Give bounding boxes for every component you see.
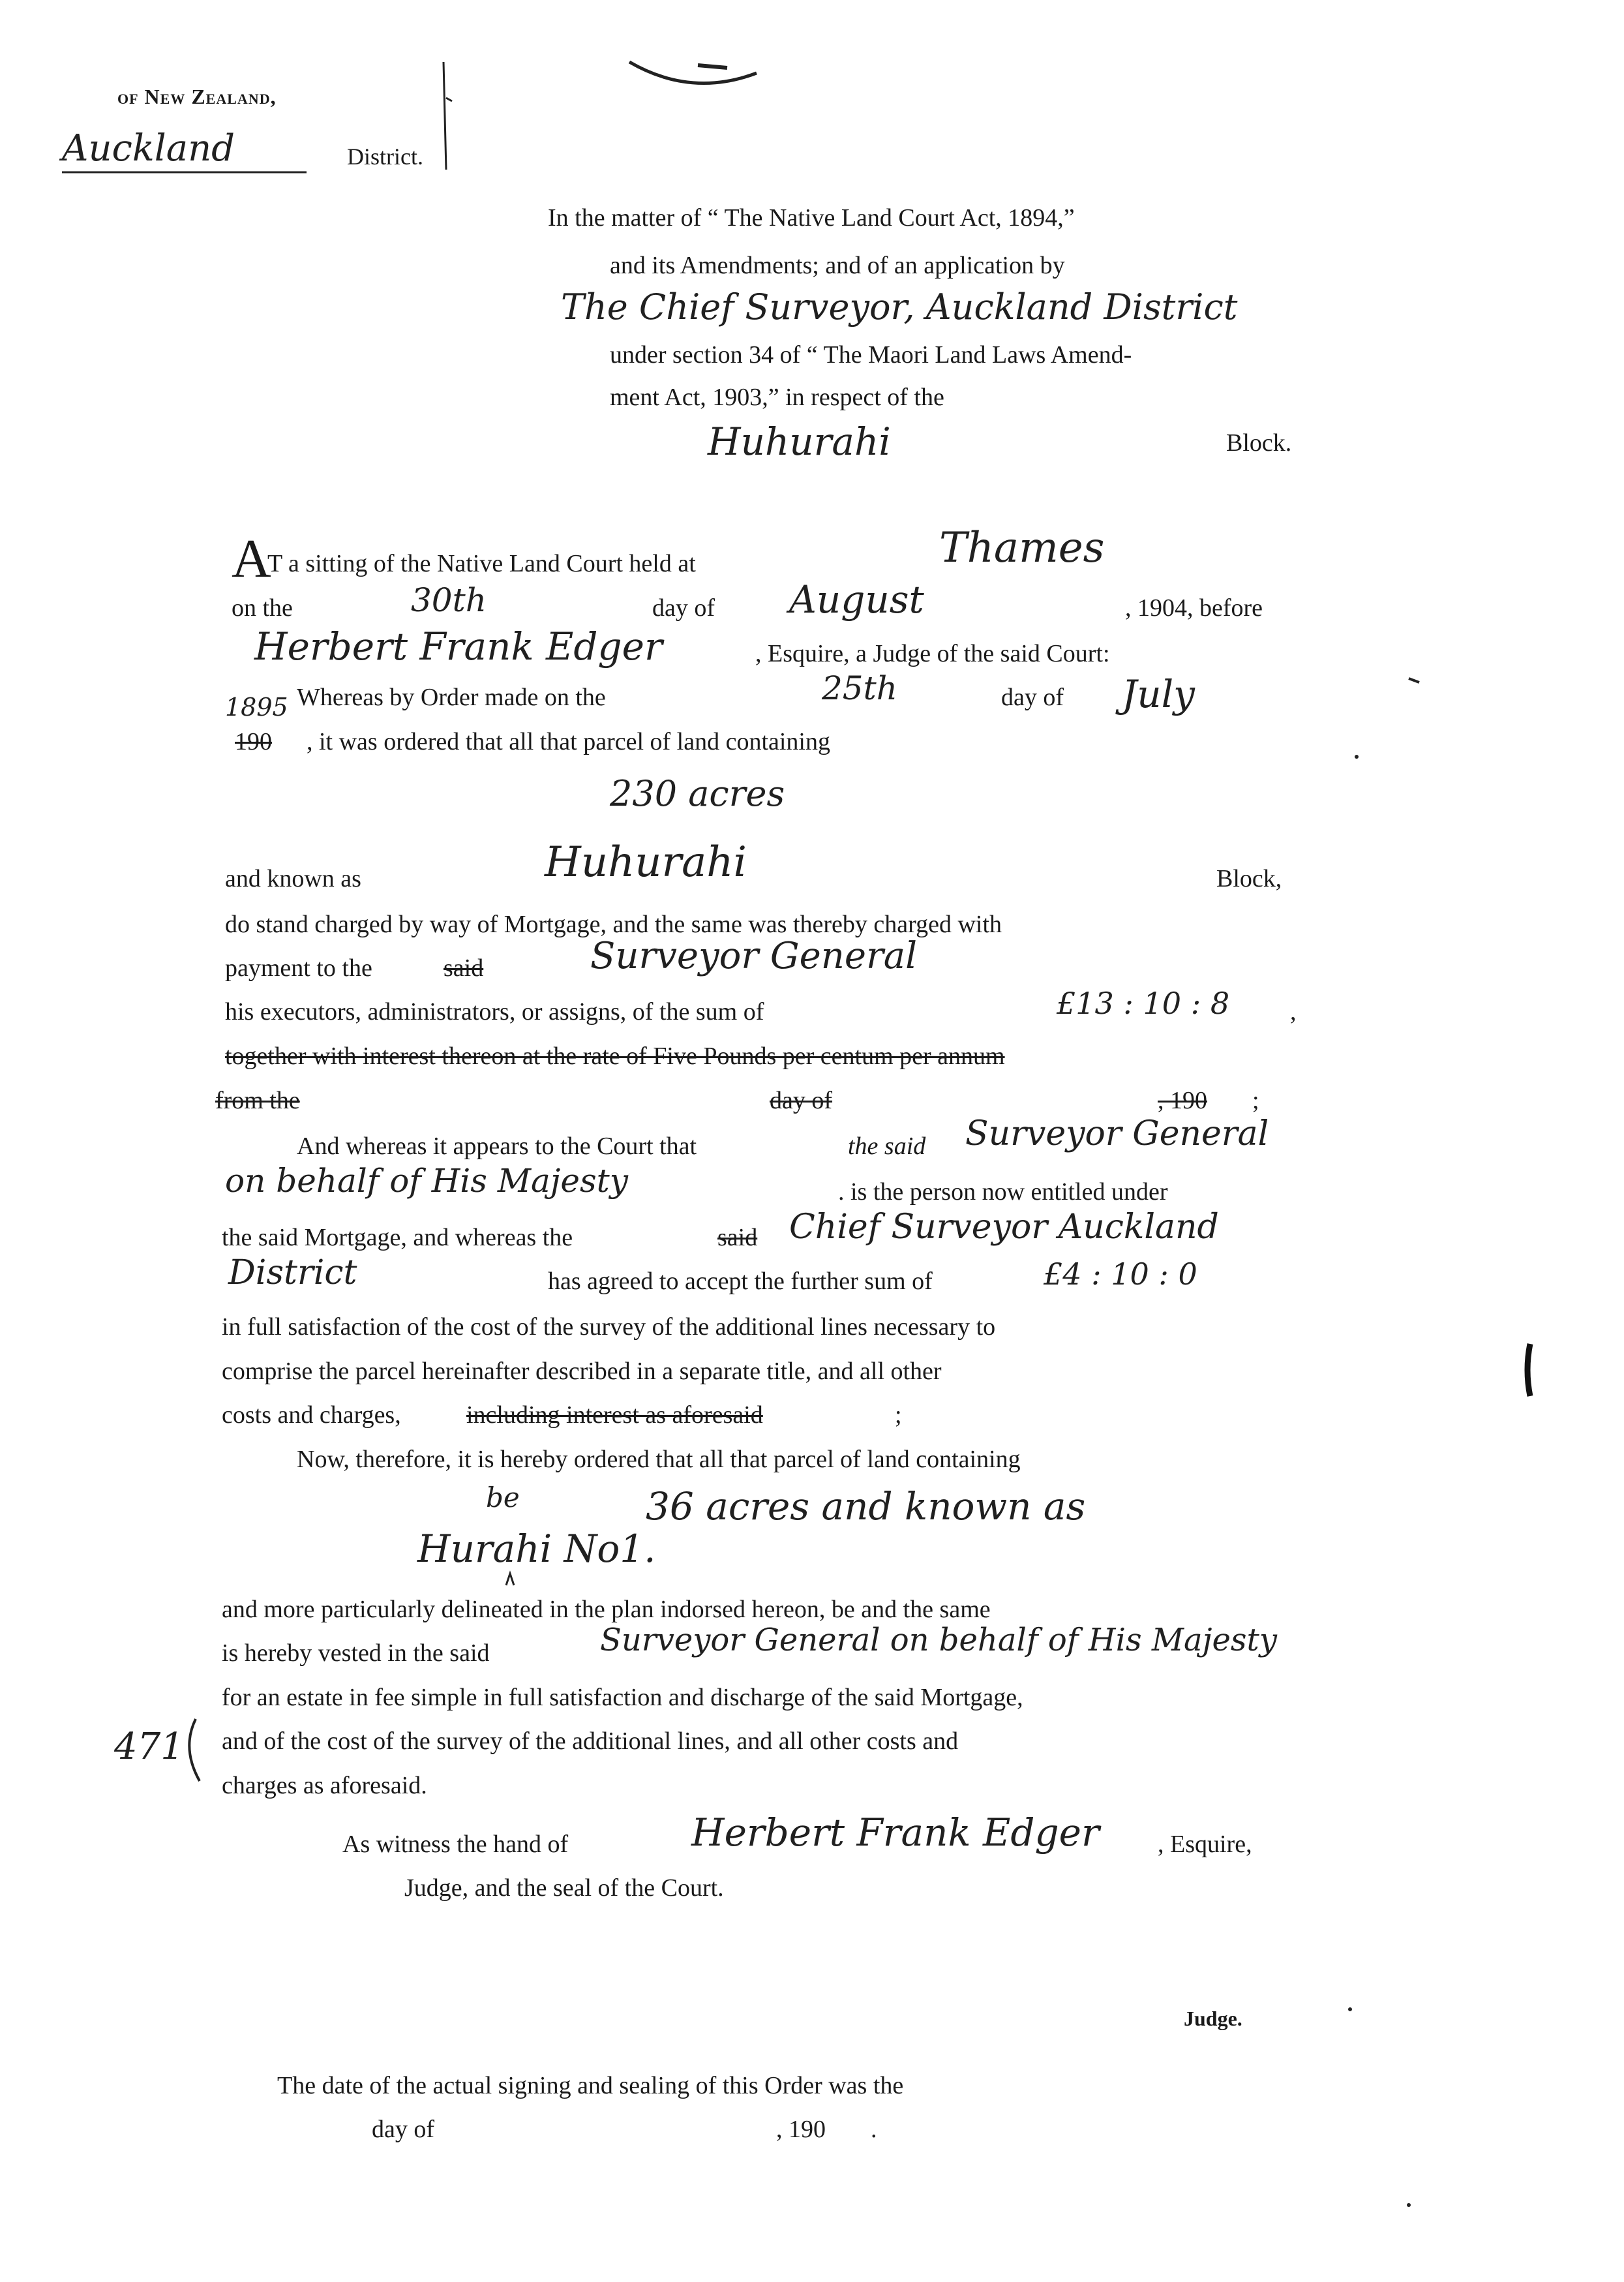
struck-day-of: day of xyxy=(770,1087,833,1114)
cost-line: and of the cost of the survey of the additional lines, and all other costs and xyxy=(222,1727,959,1755)
payment-struck-said: said xyxy=(444,954,484,982)
entitled-line: . is the person now entitled under xyxy=(838,1178,1168,1206)
witness-prefix: As witness the hand of xyxy=(342,1831,569,1858)
block-label: Block. xyxy=(1226,429,1292,457)
known-as-label: and known as xyxy=(225,865,361,892)
payment-prefix: payment to the xyxy=(225,954,372,982)
footer-period: . xyxy=(871,2116,877,2143)
court-struck-said: said xyxy=(717,1224,758,1251)
district-handwritten: Auckland xyxy=(62,127,235,170)
judge-seal-line: Judge, and the seal of the Court. xyxy=(404,1874,724,1902)
whereas-block-label: Block, xyxy=(1216,865,1282,892)
country-line: of New Zealand, xyxy=(117,85,277,108)
satisfaction-line: in full satisfaction of the cost of the survey of the additional lines necessary to xyxy=(222,1313,996,1341)
on-the-label: on the xyxy=(232,594,293,622)
judge-label: Judge. xyxy=(1184,2007,1242,2030)
further-sum-handwritten: £4 : 10 : 0 xyxy=(1044,1256,1197,1292)
costs-struck-interest: including interest as aforesaid xyxy=(466,1401,763,1429)
whereas-year-handwritten: 1895 xyxy=(225,693,288,722)
surveyor-handwritten-2: District xyxy=(228,1253,357,1292)
delineated-line: and more particularly delineated in the plan indorsed hereon, be and the same xyxy=(222,1596,991,1623)
sitting-day-of: day of xyxy=(652,594,715,622)
signing-line: The date of the actual signing and sealing of this Order was the xyxy=(277,2072,904,2099)
order-area-handwritten-2: Hurahi No1. xyxy=(417,1527,656,1571)
insertion-caret xyxy=(506,1574,514,1585)
district-label: District. xyxy=(347,144,423,170)
surveyor-handwritten-1: Chief Surveyor Auckland xyxy=(789,1208,1219,1247)
executors-line: his executors, administrators, or assigns, of the sum of xyxy=(225,998,764,1026)
whereas-semicolon: ; xyxy=(1252,1087,1259,1114)
costs-prefix: costs and charges, xyxy=(222,1401,401,1429)
matter-line3: under section 34 of “ The Maori Land Laws Amend- xyxy=(610,341,1132,369)
whereas-day-of: day of xyxy=(1001,684,1064,711)
vested-prefix: is hereby vested in the said xyxy=(222,1639,490,1667)
insert-handwritten: be xyxy=(486,1482,520,1514)
footer-day-of: day of xyxy=(372,2116,435,2143)
top-dash-mark xyxy=(698,65,727,68)
comprise-line: comprise the parcel hereinafter described in a separate title, and all other xyxy=(222,1358,942,1385)
whereas-block-handwritten: Huhurahi xyxy=(545,838,747,887)
now-therefore: Now, therefore, it is hereby ordered that all that parcel of land containing xyxy=(297,1446,1021,1473)
person-handwritten-2: on behalf of His Majesty xyxy=(225,1162,628,1200)
footer-year: , 190 xyxy=(776,2116,826,2143)
margin-bracket xyxy=(189,1719,200,1781)
charges-line: charges as aforesaid. xyxy=(222,1772,427,1799)
sitting-intro: T a sitting of the Native Land Court held at xyxy=(267,550,696,577)
margin-note-handwritten: 471 xyxy=(114,1726,184,1768)
person-handwritten-1: Surveyor General xyxy=(965,1114,1269,1153)
block-handwritten: Huhurahi xyxy=(708,419,891,464)
sitting-day-handwritten: 30th xyxy=(411,581,487,619)
struck-interest-line: together with interest thereon at the rate of Five Pounds per centum per annum xyxy=(225,1042,1005,1070)
judge-suffix: , Esquire, a Judge of the said Court: xyxy=(755,640,1110,667)
charged-line: do stand charged by way of Mortgage, and the same was thereby charged with xyxy=(225,911,1002,938)
drop-cap: A xyxy=(232,528,271,589)
payee-handwritten: Surveyor General xyxy=(590,935,918,977)
agreed-line: has agreed to accept the further sum of xyxy=(548,1268,933,1295)
top-curve-mark xyxy=(629,62,757,84)
sitting-month-handwritten: August xyxy=(789,577,924,622)
whereas-text1: Whereas by Order made on the xyxy=(297,684,606,711)
whereas-struck-year: 190 xyxy=(235,728,272,755)
sum-handwritten: £13 : 10 : 8 xyxy=(1057,986,1230,1021)
and-whereas: And whereas it appears to the Court that xyxy=(297,1133,697,1160)
sitting-year: , 1904, before xyxy=(1125,594,1263,622)
mortgage-prefix: the said Mortgage, and whereas the xyxy=(222,1224,573,1251)
struck-from-the: from the xyxy=(215,1087,300,1114)
order-area-handwritten-1: 36 acres and known as xyxy=(646,1484,1086,1529)
edge-mark xyxy=(1409,678,1419,682)
applicant-handwritten: The Chief Surveyor, Auckland District xyxy=(561,286,1238,327)
judge-handwritten: Herbert Frank Edger xyxy=(254,624,663,669)
place-handwritten: Thames xyxy=(939,524,1105,572)
costs-suffix: ; xyxy=(895,1401,902,1429)
matter-line2: and its Amendments; and of an application by xyxy=(610,252,1065,279)
whereas-text2: , it was ordered that all that parcel of land containing xyxy=(307,728,830,755)
witness-handwritten: Herbert Frank Edger xyxy=(691,1810,1100,1855)
whereas-day-handwritten: 25th xyxy=(822,669,897,707)
whereas-month-handwritten: July xyxy=(1122,672,1195,716)
whereas-area-handwritten: 230 acres xyxy=(610,773,785,814)
sum-suffix: , xyxy=(1290,998,1297,1026)
vested-handwritten: Surveyor General on behalf of His Majesty xyxy=(600,1622,1277,1658)
witness-suffix: , Esquire, xyxy=(1158,1831,1252,1858)
the-said-italic: the said xyxy=(848,1133,926,1160)
estate-line: for an estate in fee simple in full satisfaction and discharge of the said Mortgage, xyxy=(222,1684,1023,1711)
header-bracket xyxy=(444,62,446,170)
edge-bracket-mark xyxy=(1527,1344,1530,1396)
matter-line1: In the matter of “ The Native Land Court Act, 1894,” xyxy=(548,204,1075,232)
matter-line4: ment Act, 1903,” in respect of the xyxy=(610,384,944,411)
struck-year2: , 190 xyxy=(1158,1087,1207,1114)
